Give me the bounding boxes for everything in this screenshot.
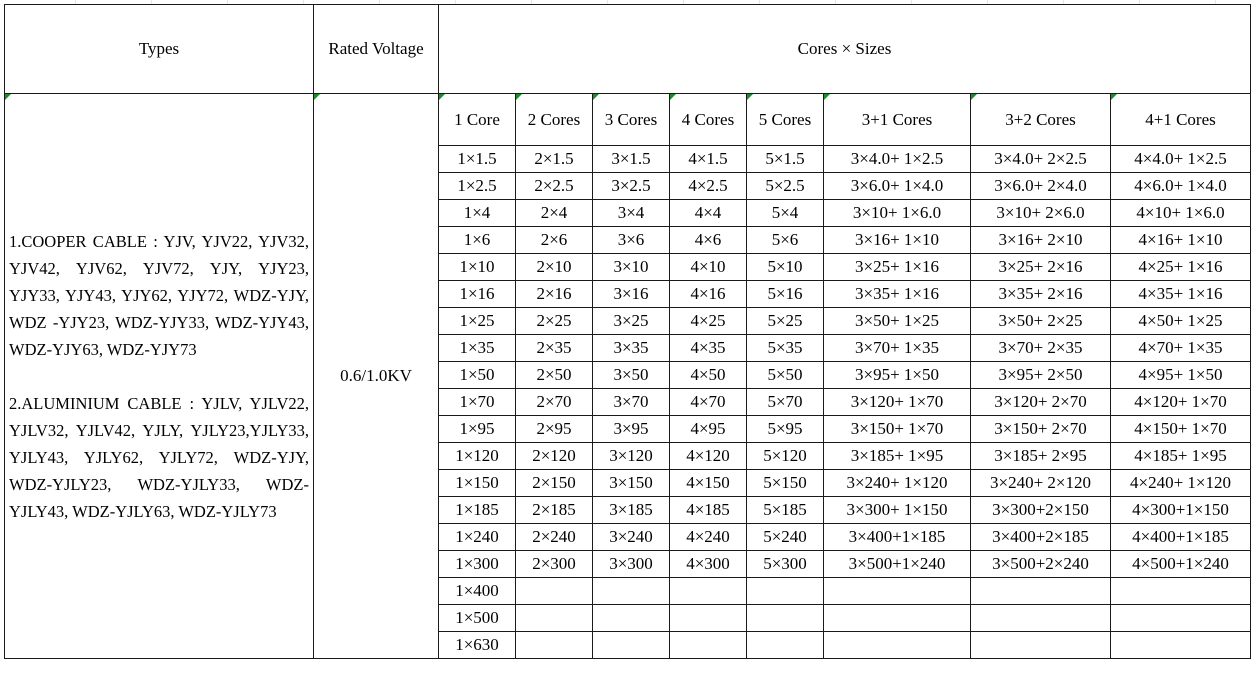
size-cell[interactable]: 3×16 bbox=[593, 281, 670, 308]
size-cell[interactable]: 3×95 bbox=[593, 416, 670, 443]
core-column-label: 3+2 Cores bbox=[1005, 109, 1076, 129]
rated-voltage-value: 0.6/1.0KV bbox=[340, 366, 412, 385]
size-cell[interactable]: 5×120 bbox=[747, 443, 824, 470]
size-cell[interactable] bbox=[670, 632, 747, 659]
size-cell[interactable]: 5×10 bbox=[747, 254, 824, 281]
size-cell[interactable]: 1×150 bbox=[439, 470, 516, 497]
size-cell[interactable]: 4×185 bbox=[670, 497, 747, 524]
size-cell[interactable]: 3×70 bbox=[593, 389, 670, 416]
size-cell[interactable]: 3×120+ 2×70 bbox=[971, 389, 1111, 416]
size-cell[interactable]: 3×300+ 1×150 bbox=[824, 497, 971, 524]
size-cell[interactable]: 3×25 bbox=[593, 308, 670, 335]
size-cell[interactable] bbox=[747, 632, 824, 659]
size-cell[interactable]: 3×25+ 1×16 bbox=[824, 254, 971, 281]
header-row bbox=[5, 5, 1251, 94]
size-cell[interactable]: 3×240+ 2×120 bbox=[971, 470, 1111, 497]
core-column-header[interactable] bbox=[593, 94, 670, 146]
copper-cable-types: 1.COOPER CABLE : YJV, YJV22, YJV32, YJV42, YJV62, YJV72, YJY, YJY23, YJY33, YJY43, YJY62, YJY72, WDZ-YJY, WDZ -YJY23, WDZ-YJY33, WDZ-YJY43, WDZ-YJY63, WDZ-YJY73 bbox=[9, 231, 309, 359]
size-cell[interactable]: 3×300+2×150 bbox=[971, 497, 1111, 524]
core-column-header[interactable] bbox=[971, 94, 1111, 146]
comment-marker bbox=[439, 94, 445, 100]
size-cell[interactable] bbox=[670, 578, 747, 605]
size-cell[interactable]: 2×120 bbox=[516, 443, 593, 470]
size-cell[interactable] bbox=[747, 605, 824, 632]
size-cell[interactable]: 4×300+1×150 bbox=[1111, 497, 1251, 524]
size-cell[interactable]: 4×95 bbox=[670, 416, 747, 443]
size-cell[interactable]: 5×70 bbox=[747, 389, 824, 416]
size-cell[interactable]: 1×120 bbox=[439, 443, 516, 470]
size-cell[interactable]: 4×240 bbox=[670, 524, 747, 551]
size-cell[interactable]: 1×500 bbox=[439, 605, 516, 632]
size-cell[interactable]: 4×6 bbox=[670, 227, 747, 254]
size-cell[interactable]: 3×50+ 2×25 bbox=[971, 308, 1111, 335]
aluminium-cable-types: 2.ALUMINIUM CABLE : YJLV, YJLV22, YJLV32, YJLV42, YJLY, YJLY23,YJLY33, YJLY43, YJLY62, YJLY72, WDZ-YJY, WDZ-YJLY23, WDZ-YJLY33, WDZ-YJLY43, WDZ-YJLY63, WDZ-YJLY73 bbox=[9, 393, 309, 521]
size-cell[interactable]: 2×35 bbox=[516, 335, 593, 362]
size-cell[interactable]: 1×25 bbox=[439, 308, 516, 335]
comment-marker bbox=[516, 94, 522, 100]
comment-marker bbox=[824, 94, 830, 100]
size-cell[interactable]: 5×1.5 bbox=[747, 146, 824, 173]
size-cell[interactable]: 3×120+ 1×70 bbox=[824, 389, 971, 416]
size-cell[interactable]: 1×2.5 bbox=[439, 173, 516, 200]
size-cell[interactable]: 2×6 bbox=[516, 227, 593, 254]
size-cell[interactable]: 2×10 bbox=[516, 254, 593, 281]
size-cell[interactable]: 5×95 bbox=[747, 416, 824, 443]
core-column-label: 1 Core bbox=[454, 109, 500, 129]
size-cell[interactable]: 5×6 bbox=[747, 227, 824, 254]
size-cell[interactable]: 5×2.5 bbox=[747, 173, 824, 200]
size-cell[interactable]: 1×630 bbox=[439, 632, 516, 659]
size-cell[interactable] bbox=[516, 605, 593, 632]
size-cell[interactable]: 4×240+ 1×120 bbox=[1111, 470, 1251, 497]
size-cell[interactable]: 2×150 bbox=[516, 470, 593, 497]
size-cell[interactable]: 3×500+2×240 bbox=[971, 551, 1111, 578]
core-column-header[interactable] bbox=[824, 94, 971, 146]
size-cell[interactable]: 2×300 bbox=[516, 551, 593, 578]
size-cell[interactable]: 1×35 bbox=[439, 335, 516, 362]
size-cell[interactable]: 4×95+ 1×50 bbox=[1111, 362, 1251, 389]
size-cell[interactable]: 5×150 bbox=[747, 470, 824, 497]
size-cell[interactable]: 4×300 bbox=[670, 551, 747, 578]
size-cell[interactable]: 4×25 bbox=[670, 308, 747, 335]
size-cell[interactable]: 3×400+2×185 bbox=[971, 524, 1111, 551]
size-cell[interactable]: 5×25 bbox=[747, 308, 824, 335]
core-column-label: 2 Cores bbox=[527, 109, 581, 129]
size-cell[interactable]: 1×400 bbox=[439, 578, 516, 605]
size-cell[interactable]: 3×240 bbox=[593, 524, 670, 551]
size-cell[interactable]: 3×10+ 2×6.0 bbox=[971, 200, 1111, 227]
size-cell[interactable]: 2×1.5 bbox=[516, 146, 593, 173]
size-cell[interactable]: 4×70 bbox=[670, 389, 747, 416]
cores-sizes-header[interactable]: Cores × Sizes bbox=[439, 5, 1251, 94]
size-cell[interactable] bbox=[516, 632, 593, 659]
size-cell[interactable]: 4×2.5 bbox=[670, 173, 747, 200]
types-cell[interactable] bbox=[5, 94, 314, 659]
size-cell[interactable]: 3×2.5 bbox=[593, 173, 670, 200]
rated-voltage-cell[interactable] bbox=[314, 94, 439, 659]
size-cell[interactable]: 1×300 bbox=[439, 551, 516, 578]
size-cell[interactable]: 3×35+ 2×16 bbox=[971, 281, 1111, 308]
size-cell[interactable]: 4×1.5 bbox=[670, 146, 747, 173]
size-cell[interactable]: 4×50+ 1×25 bbox=[1111, 308, 1251, 335]
size-cell[interactable]: 2×185 bbox=[516, 497, 593, 524]
size-cell[interactable]: 3×120 bbox=[593, 443, 670, 470]
size-cell[interactable]: 4×6.0+ 1×4.0 bbox=[1111, 173, 1251, 200]
size-cell[interactable]: 3×25+ 2×16 bbox=[971, 254, 1111, 281]
size-cell[interactable]: 5×300 bbox=[747, 551, 824, 578]
comment-marker bbox=[1111, 94, 1117, 100]
size-cell[interactable]: 4×120 bbox=[670, 443, 747, 470]
size-cell[interactable] bbox=[516, 578, 593, 605]
size-cell[interactable]: 4×70+ 1×35 bbox=[1111, 335, 1251, 362]
size-cell[interactable]: 4×10 bbox=[670, 254, 747, 281]
size-cell[interactable]: 4×150 bbox=[670, 470, 747, 497]
size-cell[interactable]: 3×95+ 1×50 bbox=[824, 362, 971, 389]
size-cell[interactable]: 1×16 bbox=[439, 281, 516, 308]
size-cell[interactable] bbox=[1111, 632, 1251, 659]
size-cell[interactable]: 3×35+ 1×16 bbox=[824, 281, 971, 308]
size-cell[interactable] bbox=[593, 578, 670, 605]
size-cell[interactable]: 3×10 bbox=[593, 254, 670, 281]
size-cell[interactable]: 3×400+1×185 bbox=[824, 524, 971, 551]
size-cell[interactable]: 1×95 bbox=[439, 416, 516, 443]
size-cell[interactable]: 4×25+ 1×16 bbox=[1111, 254, 1251, 281]
size-cell[interactable]: 3×6.0+ 1×4.0 bbox=[824, 173, 971, 200]
size-cell[interactable]: 3×4.0+ 2×2.5 bbox=[971, 146, 1111, 173]
size-cell[interactable] bbox=[747, 578, 824, 605]
size-cell[interactable]: 3×150+ 1×70 bbox=[824, 416, 971, 443]
size-cell[interactable]: 1×1.5 bbox=[439, 146, 516, 173]
size-cell[interactable] bbox=[824, 632, 971, 659]
size-cell[interactable] bbox=[971, 605, 1111, 632]
size-cell[interactable]: 4×50 bbox=[670, 362, 747, 389]
size-cell[interactable]: 4×4.0+ 1×2.5 bbox=[1111, 146, 1251, 173]
size-cell[interactable]: 4×35+ 1×16 bbox=[1111, 281, 1251, 308]
size-cell[interactable]: 4×16 bbox=[670, 281, 747, 308]
size-cell[interactable]: 3×240+ 1×120 bbox=[824, 470, 971, 497]
core-column-header[interactable] bbox=[516, 94, 593, 146]
comment-marker bbox=[971, 94, 977, 100]
size-cell[interactable] bbox=[1111, 578, 1251, 605]
core-column-label: 4+1 Cores bbox=[1145, 109, 1216, 129]
size-cell[interactable]: 3×150+ 2×70 bbox=[971, 416, 1111, 443]
size-cell[interactable]: 3×35 bbox=[593, 335, 670, 362]
core-count-row bbox=[5, 94, 1251, 146]
size-cell[interactable]: 3×185+ 2×95 bbox=[971, 443, 1111, 470]
comment-marker bbox=[5, 94, 11, 100]
size-cell[interactable]: 3×95+ 2×50 bbox=[971, 362, 1111, 389]
size-cell[interactable]: 3×185+ 1×95 bbox=[824, 443, 971, 470]
size-cell[interactable]: 3×70+ 2×35 bbox=[971, 335, 1111, 362]
size-cell[interactable]: 3×50 bbox=[593, 362, 670, 389]
size-cell[interactable]: 5×16 bbox=[747, 281, 824, 308]
size-cell[interactable]: 2×95 bbox=[516, 416, 593, 443]
size-cell[interactable]: 5×50 bbox=[747, 362, 824, 389]
comment-marker bbox=[670, 94, 676, 100]
core-column-label: 3 Cores bbox=[604, 109, 658, 129]
size-cell[interactable]: 4×16+ 1×10 bbox=[1111, 227, 1251, 254]
size-cell[interactable]: 3×16+ 2×10 bbox=[971, 227, 1111, 254]
size-cell[interactable]: 5×185 bbox=[747, 497, 824, 524]
size-cell[interactable]: 4×185+ 1×95 bbox=[1111, 443, 1251, 470]
comment-marker bbox=[593, 94, 599, 100]
size-cell[interactable]: 3×6 bbox=[593, 227, 670, 254]
size-cell[interactable]: 5×35 bbox=[747, 335, 824, 362]
size-cell[interactable]: 2×16 bbox=[516, 281, 593, 308]
comment-marker bbox=[314, 94, 320, 100]
types-header[interactable]: Types bbox=[5, 5, 314, 94]
size-cell[interactable]: 1×185 bbox=[439, 497, 516, 524]
size-cell[interactable]: 3×300 bbox=[593, 551, 670, 578]
size-cell[interactable]: 3×150 bbox=[593, 470, 670, 497]
size-cell[interactable]: 1×240 bbox=[439, 524, 516, 551]
size-cell[interactable] bbox=[593, 605, 670, 632]
core-column-header[interactable] bbox=[439, 94, 516, 146]
size-cell[interactable]: 4×4 bbox=[670, 200, 747, 227]
core-column-header[interactable] bbox=[1111, 94, 1251, 146]
size-cell[interactable]: 2×4 bbox=[516, 200, 593, 227]
size-cell[interactable] bbox=[971, 578, 1111, 605]
size-cell[interactable]: 1×6 bbox=[439, 227, 516, 254]
size-cell[interactable]: 3×50+ 1×25 bbox=[824, 308, 971, 335]
size-cell[interactable]: 2×70 bbox=[516, 389, 593, 416]
core-column-label: 3+1 Cores bbox=[861, 109, 933, 129]
size-cell[interactable]: 4×120+ 1×70 bbox=[1111, 389, 1251, 416]
size-cell[interactable]: 4×150+ 1×70 bbox=[1111, 416, 1251, 443]
core-column-label: 4 Cores bbox=[681, 109, 735, 129]
size-cell[interactable]: 1×4 bbox=[439, 200, 516, 227]
core-column-header[interactable] bbox=[670, 94, 747, 146]
core-column-label: 5 Cores bbox=[758, 109, 812, 129]
size-cell[interactable]: 4×400+1×185 bbox=[1111, 524, 1251, 551]
size-cell[interactable] bbox=[1111, 605, 1251, 632]
size-cell[interactable]: 2×50 bbox=[516, 362, 593, 389]
size-cell[interactable] bbox=[971, 632, 1111, 659]
size-cell[interactable]: 4×500+1×240 bbox=[1111, 551, 1251, 578]
size-cell[interactable]: 1×50 bbox=[439, 362, 516, 389]
rated-voltage-header[interactable]: Rated Voltage bbox=[314, 5, 439, 94]
comment-marker bbox=[747, 94, 753, 100]
size-cell[interactable]: 4×35 bbox=[670, 335, 747, 362]
size-cell[interactable] bbox=[593, 632, 670, 659]
cable-spec-table bbox=[4, 4, 1251, 659]
size-cell[interactable]: 3×4.0+ 1×2.5 bbox=[824, 146, 971, 173]
size-cell[interactable]: 5×4 bbox=[747, 200, 824, 227]
size-cell[interactable]: 3×16+ 1×10 bbox=[824, 227, 971, 254]
size-cell[interactable]: 5×240 bbox=[747, 524, 824, 551]
size-cell[interactable]: 1×10 bbox=[439, 254, 516, 281]
size-cell[interactable]: 4×10+ 1×6.0 bbox=[1111, 200, 1251, 227]
size-cell[interactable]: 3×185 bbox=[593, 497, 670, 524]
size-cell[interactable]: 3×1.5 bbox=[593, 146, 670, 173]
size-cell[interactable]: 1×70 bbox=[439, 389, 516, 416]
size-cell[interactable] bbox=[670, 605, 747, 632]
core-column-header[interactable] bbox=[747, 94, 824, 146]
size-cell[interactable]: 2×2.5 bbox=[516, 173, 593, 200]
size-cell[interactable]: 3×6.0+ 2×4.0 bbox=[971, 173, 1111, 200]
size-cell[interactable]: 3×4 bbox=[593, 200, 670, 227]
size-cell[interactable]: 3×70+ 1×35 bbox=[824, 335, 971, 362]
size-cell[interactable]: 2×25 bbox=[516, 308, 593, 335]
size-cell[interactable]: 3×10+ 1×6.0 bbox=[824, 200, 971, 227]
size-cell[interactable] bbox=[824, 605, 971, 632]
size-cell[interactable]: 2×240 bbox=[516, 524, 593, 551]
size-cell[interactable] bbox=[824, 578, 971, 605]
size-cell[interactable]: 3×500+1×240 bbox=[824, 551, 971, 578]
